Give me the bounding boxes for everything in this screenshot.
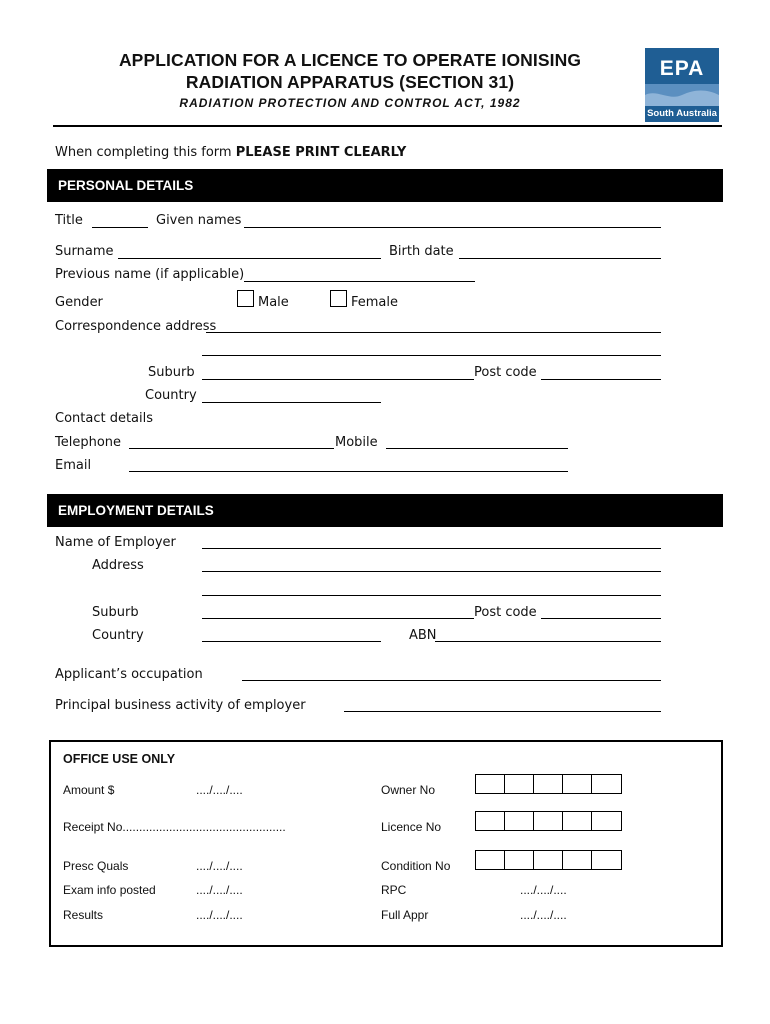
employer-postcode-field[interactable] <box>541 618 661 619</box>
full-appr-label: Full Appr <box>381 908 429 922</box>
given-names-field[interactable] <box>244 227 661 228</box>
gender-label: Gender <box>55 295 103 310</box>
title-field[interactable] <box>92 227 148 228</box>
amount-label: Amount $ <box>63 783 115 797</box>
mobile-field[interactable] <box>386 448 568 449</box>
birth-date-label: Birth date <box>389 244 454 259</box>
abn-label: ABN <box>409 628 437 643</box>
correspondence-address-field-1[interactable] <box>206 332 661 333</box>
employer-address-field-1[interactable] <box>202 571 661 572</box>
employer-address-label: Address <box>92 558 144 573</box>
condition-no-label: Condition No <box>381 859 451 873</box>
male-checkbox[interactable] <box>237 290 254 307</box>
employer-name-field[interactable] <box>202 548 661 549</box>
owner-no-boxes[interactable] <box>475 774 622 794</box>
birth-date-field[interactable] <box>459 258 661 259</box>
country-field[interactable] <box>202 402 381 403</box>
receipt-no-label: Receipt No................................................. <box>63 820 286 834</box>
given-names-label: Given names <box>156 213 242 228</box>
personal-details-heading: PERSONAL DETAILS <box>47 169 723 202</box>
previous-name-field[interactable] <box>244 281 475 282</box>
contact-details-label: Contact details <box>55 411 154 426</box>
form-subtitle: RADIATION PROTECTION AND CONTROL ACT, 1982 <box>179 96 521 110</box>
telephone-label: Telephone <box>55 435 122 450</box>
instructions-emphasis: PLEASE PRINT CLEARLY <box>235 145 407 160</box>
header-rule <box>53 125 722 127</box>
presc-quals-label: Presc Quals <box>63 859 129 873</box>
employer-suburb-label: Suburb <box>92 605 139 620</box>
mobile-label: Mobile <box>335 435 378 450</box>
licence-no-label: Licence No <box>381 820 442 834</box>
employer-name-label: Name of Employer <box>55 535 176 550</box>
previous-name-label: Previous name (if applicable) <box>55 267 245 282</box>
male-label: Male <box>258 295 289 310</box>
title-label: Title <box>55 213 83 228</box>
amount-date: ..../..../.... <box>196 783 243 797</box>
logo-text: EPA <box>659 57 705 80</box>
abn-field[interactable] <box>435 641 661 642</box>
employer-country-label: Country <box>92 628 144 643</box>
condition-no-boxes[interactable] <box>475 850 622 870</box>
employer-postcode-label: Post code <box>474 605 537 620</box>
employer-address-field-2[interactable] <box>202 595 661 596</box>
occupation-field[interactable] <box>242 680 661 681</box>
epa-logo <box>645 48 719 122</box>
telephone-field[interactable] <box>129 448 334 449</box>
logo-subtext: South Australia <box>647 108 717 119</box>
postcode-label: Post code <box>474 365 537 380</box>
office-use-heading: OFFICE USE ONLY <box>63 752 176 766</box>
correspondence-address-field-2[interactable] <box>202 355 661 356</box>
suburb-field[interactable] <box>202 379 474 380</box>
employer-suburb-field[interactable] <box>202 618 474 619</box>
results-label: Results <box>63 908 104 922</box>
exam-info-date: ..../..../.... <box>196 883 243 897</box>
exam-info-label: Exam info posted <box>63 883 156 897</box>
logo-wave-icon <box>645 84 719 106</box>
country-label: Country <box>145 388 197 403</box>
employer-country-field[interactable] <box>202 641 381 642</box>
suburb-label: Suburb <box>148 365 195 380</box>
occupation-label: Applicant’s occupation <box>55 667 203 682</box>
female-label: Female <box>351 295 399 310</box>
business-activity-label: Principal business activity of employer <box>55 698 306 713</box>
licence-no-boxes[interactable] <box>475 811 622 831</box>
form-title-line1: APPLICATION FOR A LICENCE TO OPERATE IONISING <box>118 50 582 70</box>
rpc-label: RPC <box>381 883 407 897</box>
email-field[interactable] <box>129 471 568 472</box>
full-appr-date: ..../..../.... <box>520 908 567 922</box>
results-date: ..../..../.... <box>196 908 243 922</box>
surname-label: Surname <box>55 244 114 259</box>
female-checkbox[interactable] <box>330 290 347 307</box>
postcode-field[interactable] <box>541 379 661 380</box>
form-title-line2: RADIATION APPARATUS (SECTION 31) <box>185 72 515 92</box>
email-label: Email <box>55 458 92 473</box>
instructions: When completing this form PLEASE PRINT CLEARLY <box>55 145 407 160</box>
business-activity-field[interactable] <box>344 711 661 712</box>
owner-no-label: Owner No <box>381 783 436 797</box>
surname-field[interactable] <box>118 258 381 259</box>
employment-details-heading: EMPLOYMENT DETAILS <box>47 494 723 527</box>
correspondence-address-label: Correspondence address <box>55 319 217 334</box>
rpc-date: ..../..../.... <box>520 883 567 897</box>
presc-quals-date: ..../..../.... <box>196 859 243 873</box>
